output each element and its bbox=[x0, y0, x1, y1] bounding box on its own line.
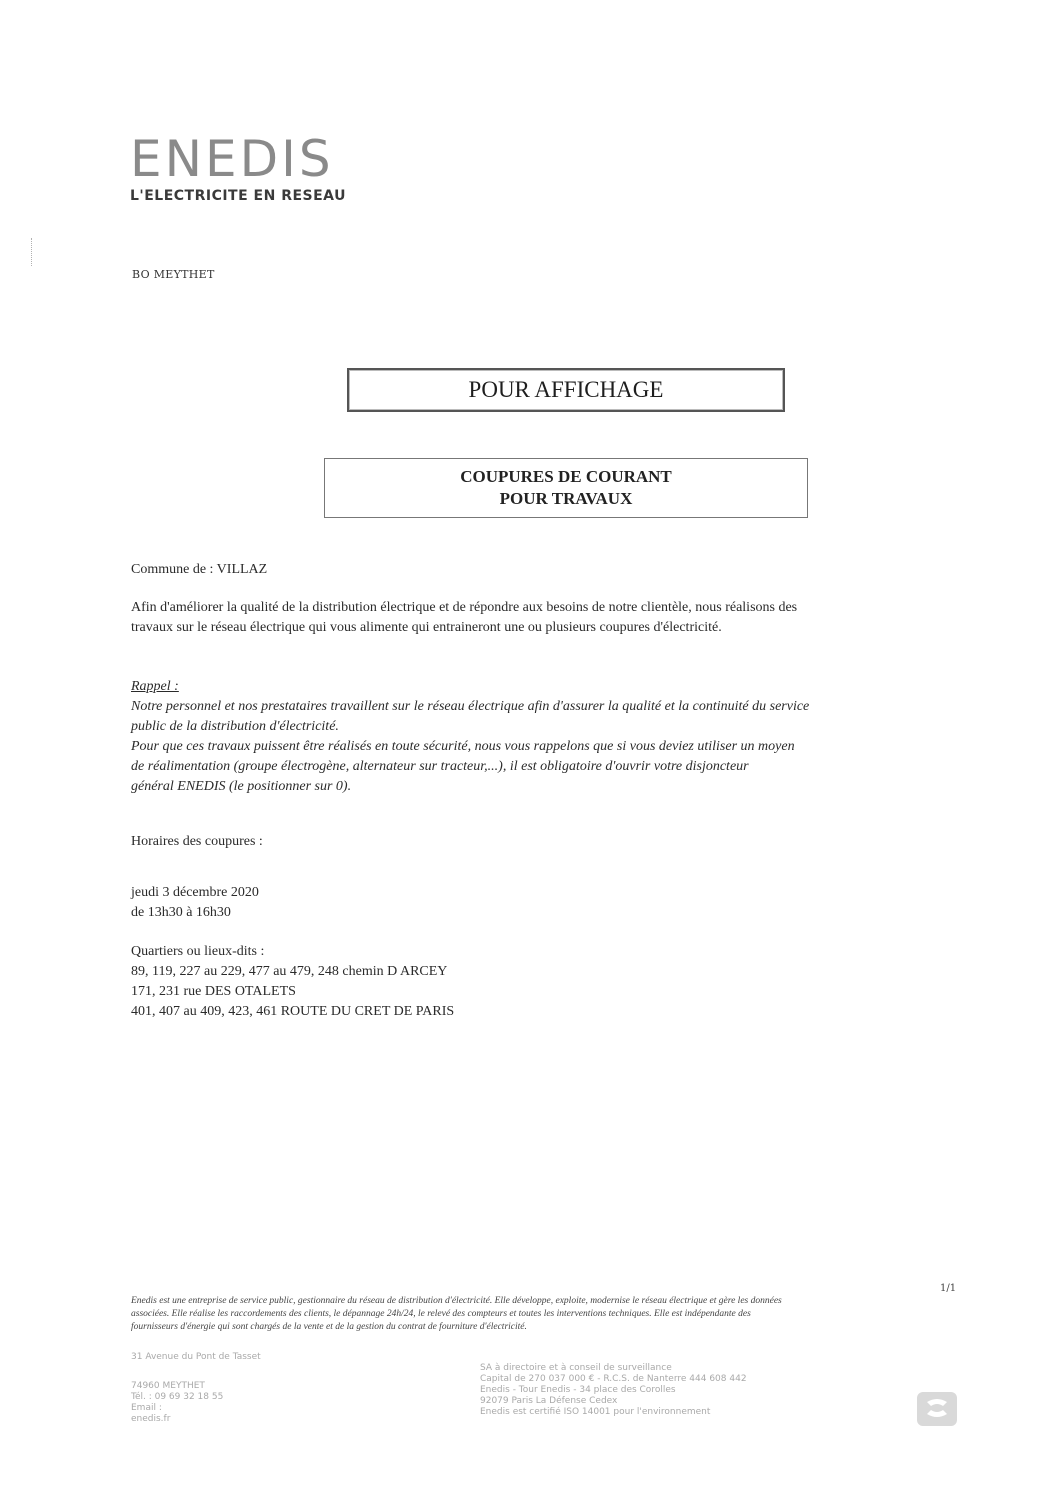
quartiers-label: Quartiers ou lieux-dits : bbox=[131, 944, 265, 959]
footer-address bbox=[131, 1352, 331, 1425]
rappel-title: Rappel : bbox=[131, 679, 179, 694]
subject-box bbox=[324, 458, 808, 518]
quartier-item: 171, 231 rue DES OTALETS bbox=[131, 984, 296, 999]
rappel-line: public de la distribution d'électricité. bbox=[131, 719, 339, 734]
heading-text: POUR AFFICHAGE bbox=[468, 377, 664, 402]
company-line: Enedis est certifié ISO 14001 pour l'environnement bbox=[480, 1407, 711, 1417]
rappel-line: général ENEDIS (le positionner sur 0). bbox=[131, 779, 352, 794]
commune-line: Commune de : VILLAZ bbox=[131, 562, 268, 577]
enedis-mark-icon bbox=[915, 1388, 959, 1428]
rappel-line: de réalimentation (groupe électrogène, alternateur sur tracteur,...), il est obligatoire d'ouvrir votre disjoncteur bbox=[131, 759, 749, 774]
schedule bbox=[131, 883, 971, 923]
address-tel: Tél. : 09 69 32 18 55 bbox=[131, 1392, 224, 1402]
legal-line: fournisseurs d'énergie qui sont chargés de la vente et de la gestion du contrat de fourniture d'électricité. bbox=[131, 1322, 527, 1332]
address-web: enedis.fr bbox=[131, 1414, 171, 1424]
legal-line: associées. Elle réalise les raccordements des clients, le dépannage 24h/24, le relevé des compteurs et toutes les interventions techniques. Elle est indépendante des bbox=[131, 1309, 751, 1319]
enedis-logo bbox=[130, 130, 346, 204]
company-line: 92079 Paris La Défense Cedex bbox=[480, 1396, 618, 1406]
address-email: Email : bbox=[131, 1403, 162, 1413]
schedule-time: de 13h30 à 16h30 bbox=[131, 905, 231, 920]
logo-tagline: L'ELECTRICITE EN RESEAU bbox=[130, 188, 346, 204]
quartiers-section bbox=[131, 942, 971, 1022]
company-line: Enedis - Tour Enedis - 34 place des Corolles bbox=[480, 1385, 676, 1395]
page-number: 1/1 bbox=[940, 1283, 957, 1294]
subject-line-2: POUR TRAVAUX bbox=[499, 489, 633, 508]
subject-line-1: COUPURES DE COURANT bbox=[460, 467, 672, 486]
address-city: 74960 MEYTHET bbox=[131, 1381, 205, 1391]
schedule-date: jeudi 3 décembre 2020 bbox=[131, 885, 259, 900]
rappel-section bbox=[131, 677, 971, 797]
intro-line: travaux sur le réseau électrique qui vous alimente qui entraineront une ou plusieurs coupures d'électricité. bbox=[131, 620, 722, 635]
rappel-line: Pour que ces travaux puissent être réalisés en toute sécurité, nous vous rappelons que si vous deviez utiliser un moyen bbox=[131, 739, 795, 754]
company-line: SA à directoire et à conseil de surveillance bbox=[480, 1363, 672, 1373]
logo-word: ENEDIS bbox=[130, 130, 334, 188]
footer-company-info bbox=[480, 1363, 780, 1418]
intro-line: Afin d'améliorer la qualité de la distribution électrique et de répondre aux besoins de notre clientèle, nous réalisons des bbox=[131, 600, 798, 615]
company-line: Capital de 270 037 000 € - R.C.S. de Nanterre 444 608 442 bbox=[480, 1374, 747, 1384]
intro-paragraph bbox=[131, 598, 971, 638]
quartier-item: 401, 407 au 409, 423, 461 ROUTE DU CRET DE PARIS bbox=[131, 1004, 455, 1019]
address-street: 31 Avenue du Pont de Tasset bbox=[131, 1352, 261, 1362]
heading-box bbox=[347, 368, 785, 412]
legal-line: Enedis est une entreprise de service public, gestionnaire du réseau de distribution d'électricité. Elle développe, exploite, modernise le réseau électrique et gère les données bbox=[131, 1296, 782, 1306]
rappel-line: Notre personnel et nos prestataires travaillent sur le réseau électrique afin d'assurer la qualité et la continuité du service bbox=[131, 699, 810, 714]
quartier-item: 89, 119, 227 au 229, 477 au 479, 248 chemin D ARCEY bbox=[131, 964, 448, 979]
horaires-label: Horaires des coupures : bbox=[131, 834, 263, 849]
agency-name: BO MEYTHET bbox=[132, 268, 215, 281]
scan-margin-marks bbox=[31, 238, 34, 266]
footer-legal-text bbox=[131, 1295, 967, 1334]
